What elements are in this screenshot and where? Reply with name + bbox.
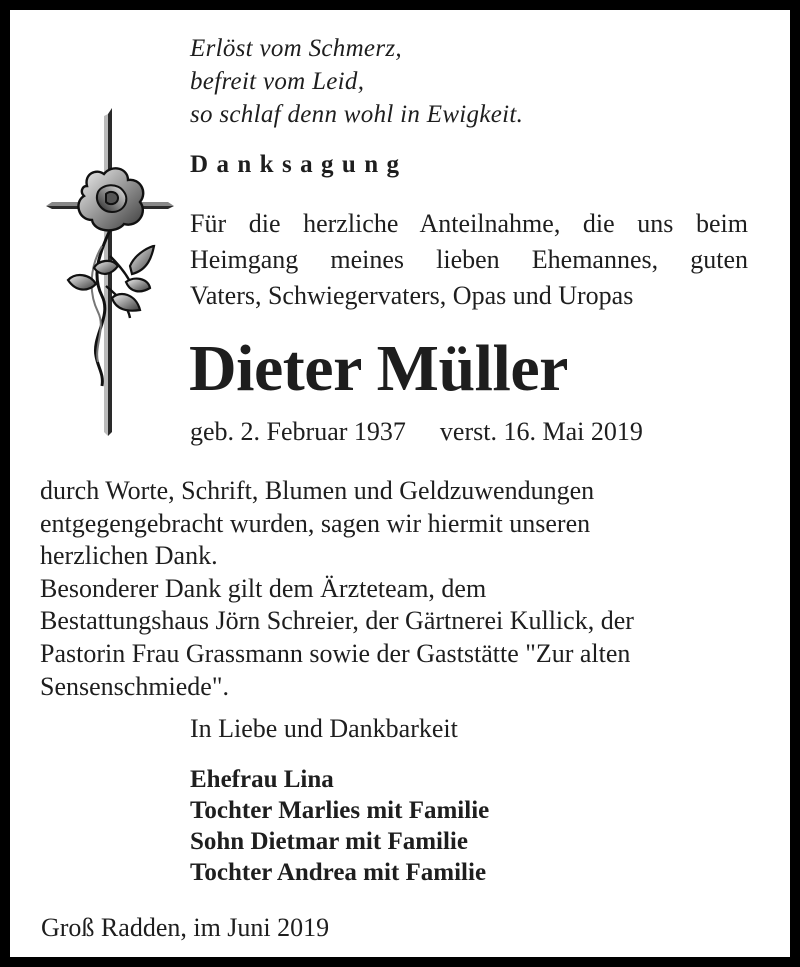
body-line: Besonderer Dank gilt dem Ärzteteam, dem bbox=[40, 573, 487, 603]
body-line: Bestattungshaus Jörn Schreier, der Gärtnerei Kullick, der bbox=[40, 606, 634, 636]
poem-line: so schlaf denn wohl in Ewigkeit. bbox=[190, 101, 524, 128]
body-line: Sensenschmiede". bbox=[40, 671, 229, 701]
thanks-paragraph bbox=[40, 475, 634, 703]
notice-heading: Danksagung bbox=[190, 151, 408, 178]
place-and-date: Groß Radden, im Juni 2019 bbox=[41, 913, 330, 942]
cross-with-rose-icon bbox=[32, 106, 182, 436]
death-date: verst. 16. Mai 2019 bbox=[439, 417, 643, 446]
family-member: Ehefrau Lina bbox=[190, 766, 334, 793]
body-line: Pastorin Frau Grassmann sowie der Gaststätte "Zur alten bbox=[40, 638, 631, 668]
body-line: entgegengebracht wurden, sagen wir hiermit unseren bbox=[40, 508, 591, 538]
life-dates bbox=[190, 415, 643, 449]
poem-line: Erlöst vom Schmerz, bbox=[190, 35, 402, 62]
intro-line: Vaters, Schwiegervaters, Opas und Uropas bbox=[190, 281, 634, 310]
body-line: durch Worte, Schrift, Blumen und Geldzuwendungen bbox=[40, 476, 595, 505]
family-member: Tochter Andrea mit Familie bbox=[190, 859, 487, 886]
memorial-poem bbox=[190, 32, 523, 131]
family-signatures bbox=[190, 764, 489, 888]
birth-date: geb. 2. Februar 1937 bbox=[190, 417, 406, 446]
body-line: herzlichen Dank. bbox=[40, 541, 218, 571]
intro-line: Für die herzliche Anteilnahme, die uns beim bbox=[190, 209, 748, 238]
family-member: Sohn Dietmar mit Familie bbox=[190, 828, 468, 855]
family-member: Tochter Marlies mit Familie bbox=[190, 797, 490, 824]
intro-paragraph bbox=[190, 206, 748, 314]
intro-line: Heimgang meines lieben Ehemannes, guten bbox=[190, 245, 748, 274]
closing-phrase: In Liebe und Dankbarkeit bbox=[190, 714, 458, 743]
deceased-name: Dieter Müller bbox=[189, 332, 568, 405]
poem-line: befreit vom Leid, bbox=[190, 68, 365, 95]
obituary-notice bbox=[10, 10, 790, 957]
